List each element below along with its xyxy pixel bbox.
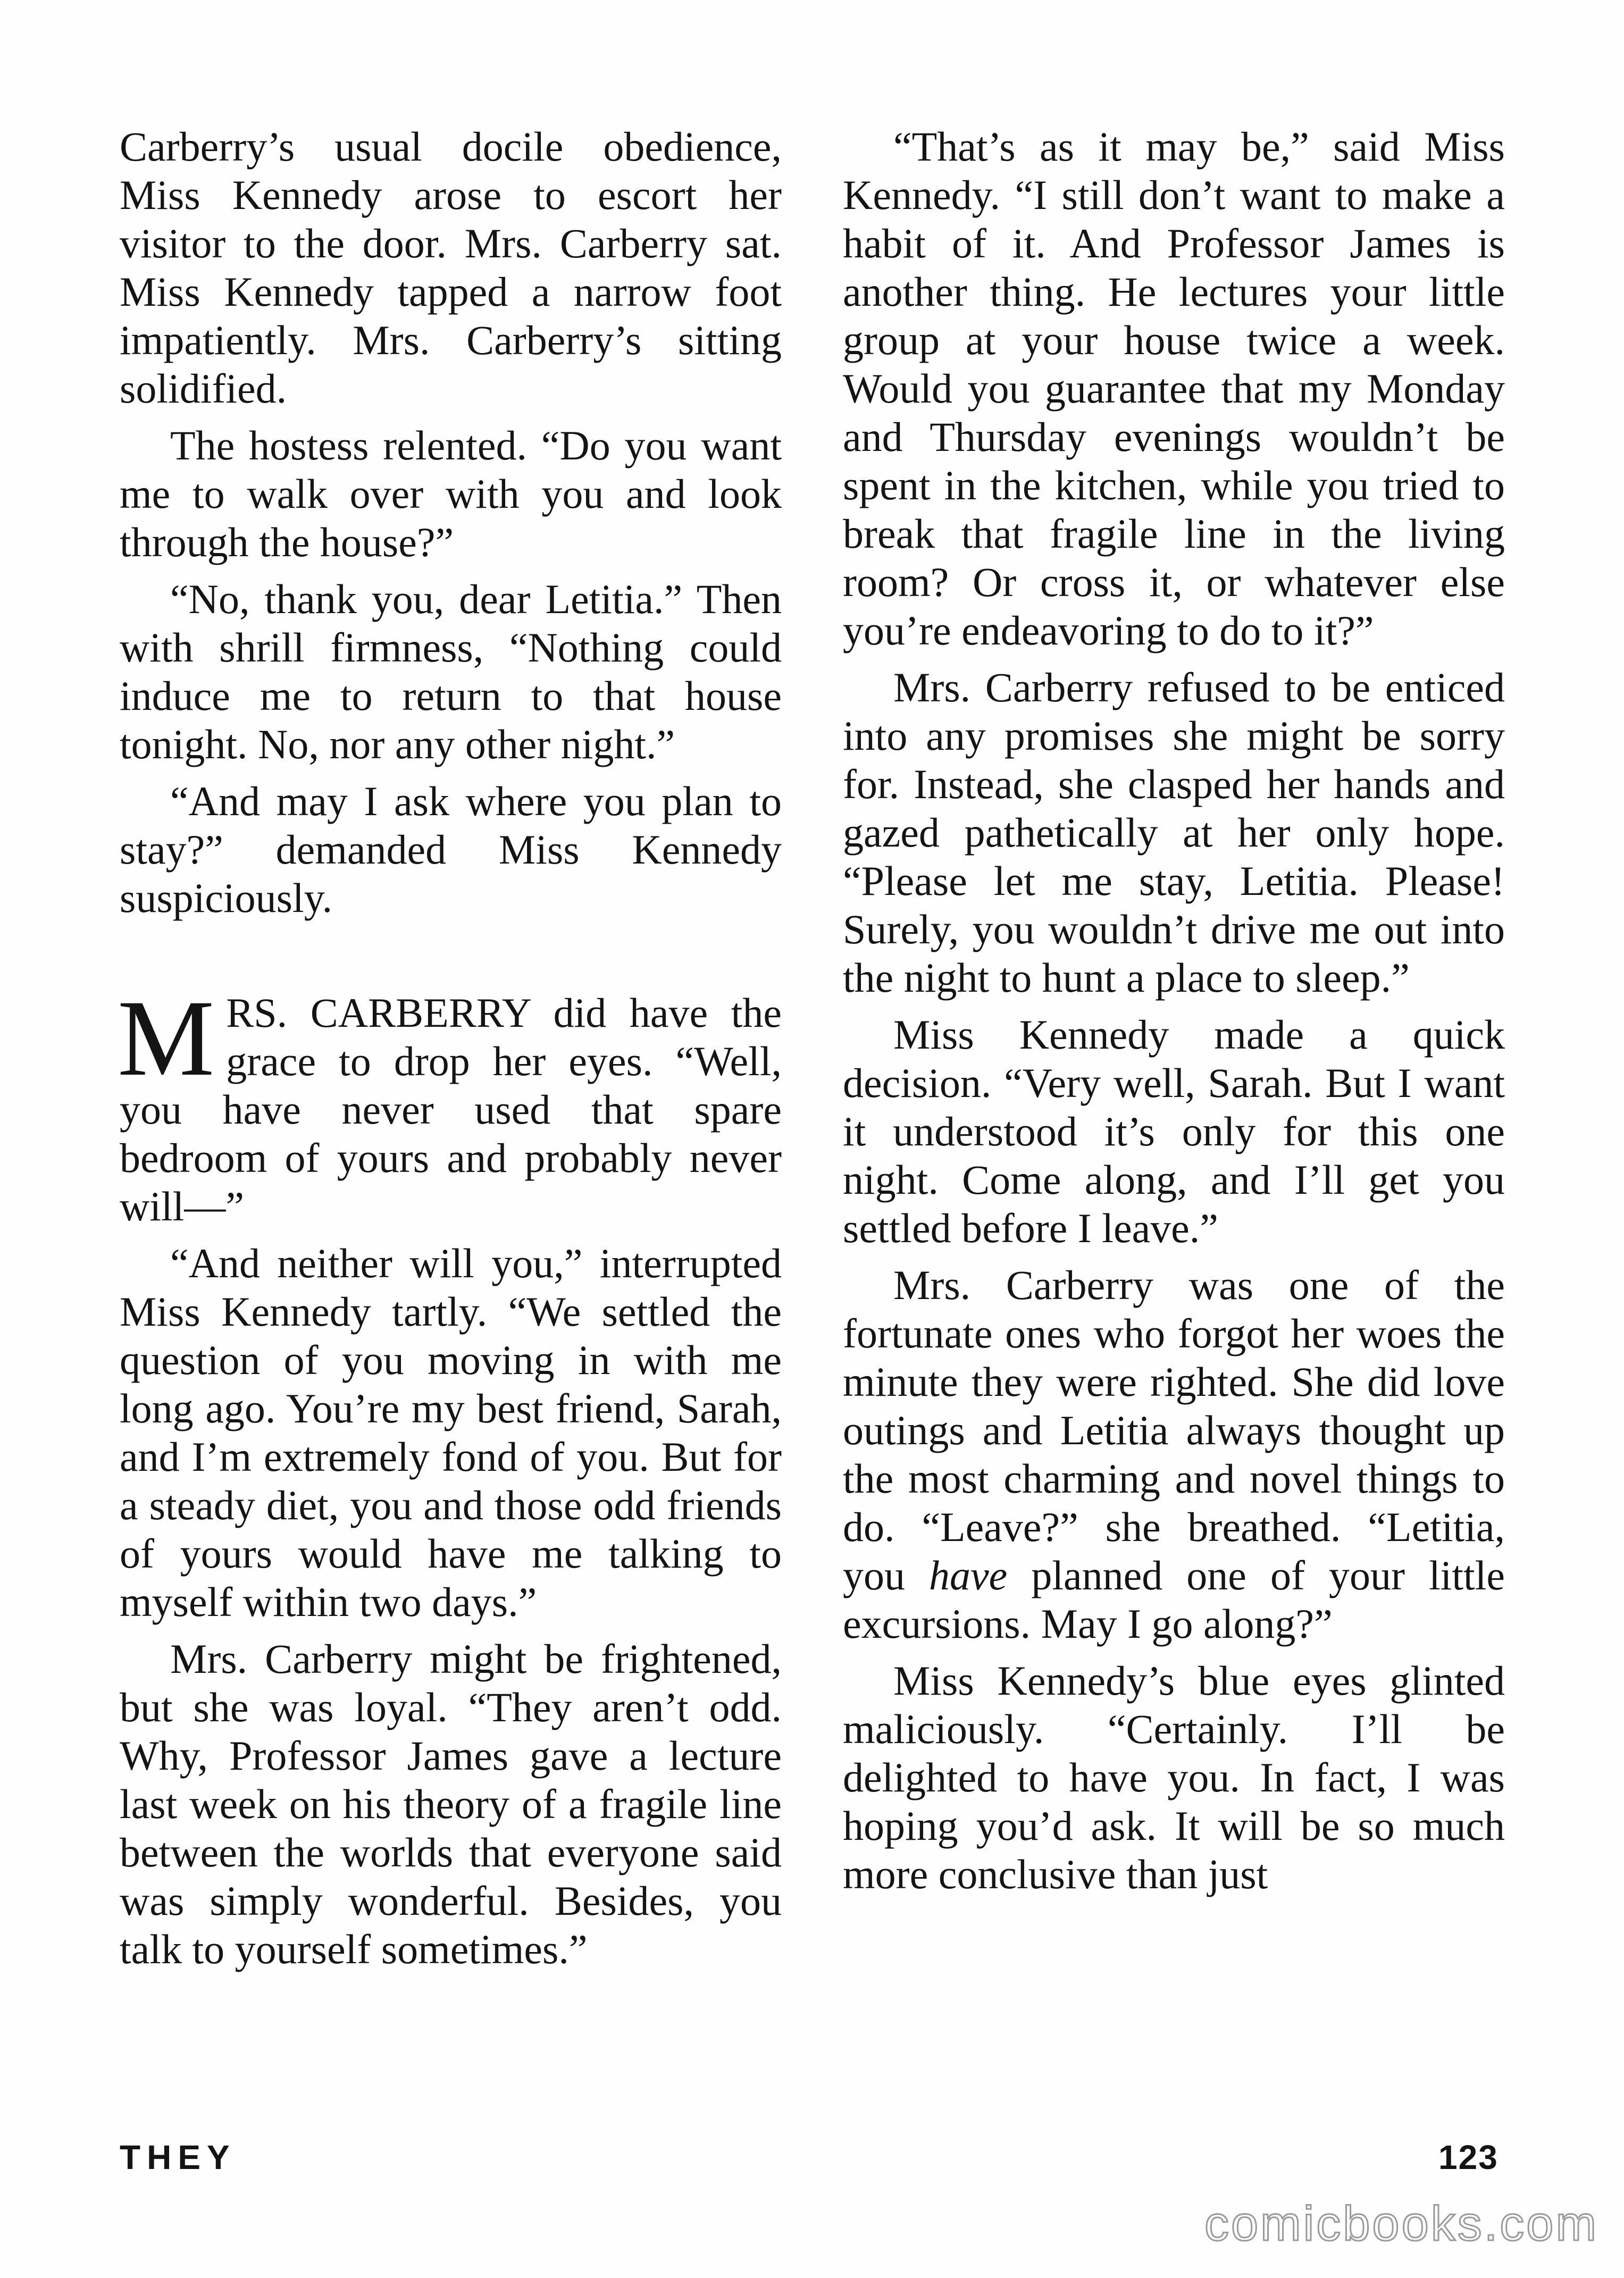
page-number: 123	[1438, 2138, 1499, 2176]
watermark: comicbooks.com	[1204, 2197, 1599, 2251]
paragraph-text: RS. CARBERRY did have the grace to drop her eyes. “Well, you have never used that spare bedroom of yours and probably never will—”	[120, 990, 782, 1229]
paragraph: “And neither will you,” interrupted Miss Kennedy tartly. “We settled the question of you moving in with me long ago. You’re my best friend, Sarah, and I’m extremely fond of you. But for a steady diet, you and those odd friends of yours would have me talking to myself within two days.”	[120, 1240, 782, 1625]
paragraph: Carberry’s usual docile obedience, Miss Kennedy arose to escort her visitor to the door. Mrs. Carberry sat. Miss Kennedy tapped a narrow foot impatiently. Mrs. Carberry’s sitting solidified.	[120, 123, 782, 412]
right-column	[843, 122, 1505, 1907]
drop-cap: M	[118, 978, 215, 1099]
paragraph: “That’s as it may be,” said Miss Kennedy. “I still don’t want to make a habit of it. And Professor James is another thing. He lectures your little group at your house twice a week. Would you guarantee that my Monday and Thursday evenings wouldn’t be spent in the kitchen, while you tried to break that fragile line in the living room? Or cross it, or whatever else you’re endeavoring to do to it?”	[843, 123, 1505, 654]
paragraph: Miss Kennedy made a quick decision. “Very well, Sarah. But I want it understood it’s only for this one night. Come along, and I’ll get you settled before I leave.”	[843, 1011, 1505, 1251]
italic-text: have	[929, 1552, 1008, 1598]
paragraph: “No, thank you, dear Letitia.” Then with shrill firmness, “Nothing could induce me to return to that house tonight. No, nor any other night.”	[120, 576, 782, 767]
running-title: THEY	[120, 2138, 236, 2176]
paragraph: Mrs. Carberry refused to be enticed into any promises she might be sorry for. Instead, she clasped her hands and gazed pathetically at her only hope. “Please let me stay, Letitia. Please! Surely, you wouldn’t drive me out into the night to hunt a place to sleep.”	[843, 664, 1505, 1001]
left-column	[120, 122, 782, 1982]
paragraph: The hostess relented. “Do you want me to walk over with you and look through the house?”	[120, 422, 782, 565]
paragraph-text: planned one of your little excursions. May I go along?”	[843, 1552, 1505, 1647]
paragraph	[843, 1261, 1505, 1648]
paragraph: Miss Kennedy’s blue eyes glinted maliciously. “Certainly. I’ll be delighted to have you. In fact, I was hoping you’d ask. It will be so much more conclusive than just	[843, 1657, 1505, 1897]
paragraph-text: Mrs. Carberry was one of the fortunate ones who forgot her woes the minute they were righted. She did love outings and Letitia always thought up the most charming and novel things to do. “Leave?” she breathed. “Letitia, you	[843, 1262, 1505, 1598]
section-start-paragraph	[118, 978, 782, 1230]
paragraph: “And may I ask where you plan to stay?” demanded Miss Kennedy suspiciously.	[120, 778, 782, 921]
paragraph: Mrs. Carberry might be frightened, but she was loyal. “They aren’t odd. Why, Professor James gave a lecture last week on his theory of a fragile line between the worlds that everyone said was simply wonderful. Besides, you talk to yourself sometimes.”	[120, 1636, 782, 1972]
